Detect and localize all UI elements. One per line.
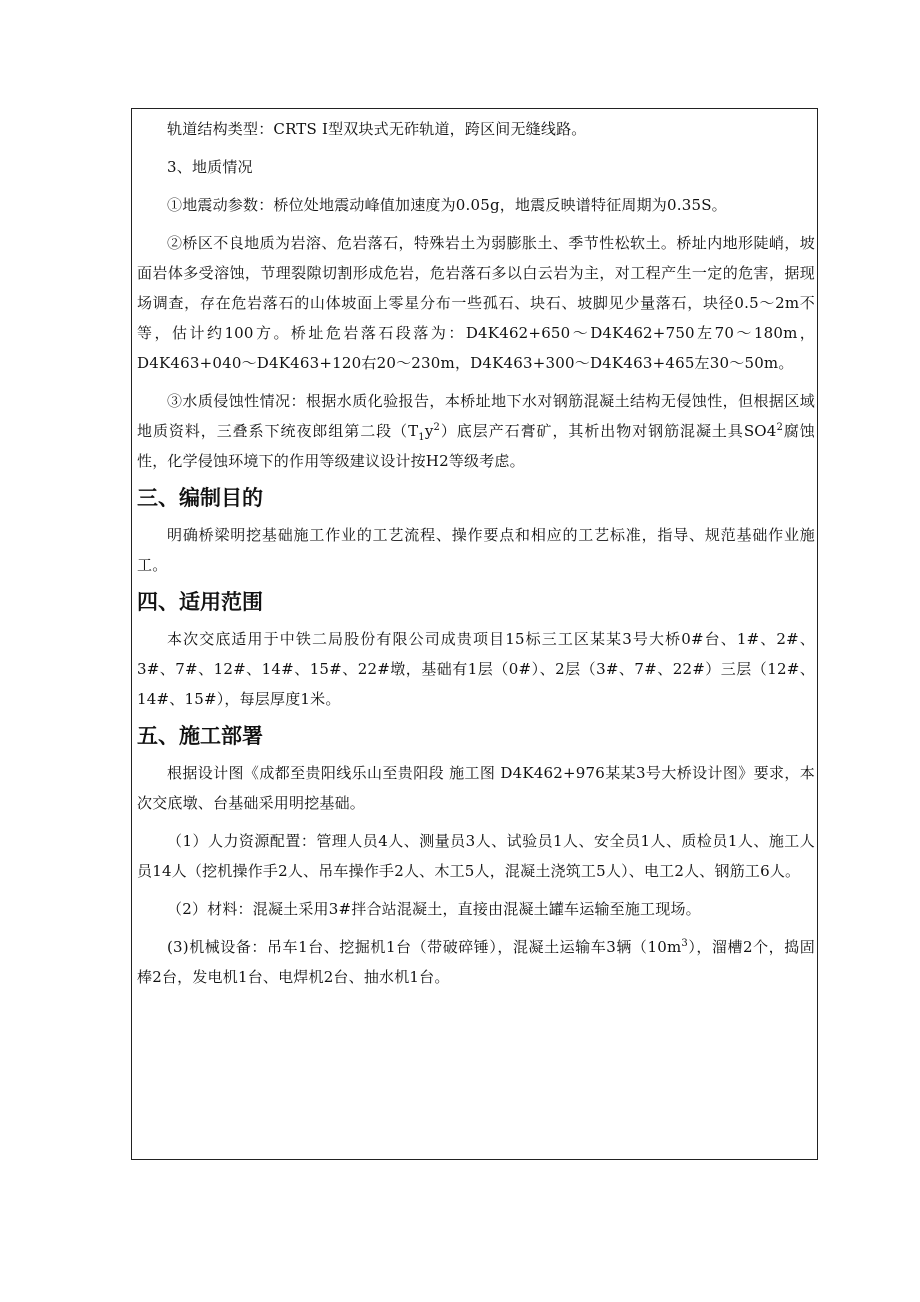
seismic-paragraph: ①地震动参数：桥位处地震动峰值加速度为0.05g，地震反映谱特征周期为0.35S。	[167, 196, 727, 214]
document-body	[137, 114, 815, 992]
hr-paragraph: （1）人力资源配置：管理人员4人、测量员3人、试验员1人、安全员1人、质检员1人、施工人员14人（挖机操作手2人、吊车操作手2人、木工5人，混凝土浇筑工5人）、电工2人、钢筋工6人。	[137, 832, 815, 880]
section-5-heading: 五、施工部署	[137, 724, 263, 748]
section-4-heading: 四、适用范围	[137, 590, 263, 614]
section-3-heading: 三、编制目的	[137, 486, 263, 510]
section-5-intro: 根据设计图《成都至贵阳线乐山至贵阳段 施工图 D4K462+976某某3号大桥设计图》要求，本次交底墩、台基础采用明挖基础。	[137, 764, 815, 812]
material-paragraph: （2）材料：混凝土采用3#拌合站混凝土，直接由混凝土罐车运输至施工现场。	[167, 900, 701, 918]
equipment-paragraph: (3)机械设备：吊车1台、挖掘机1台（带破碎锤），混凝土运输车3辆$(10m^3)$，溜槽2个，捣固棒2台，发电机1台、电焊机2台、抽水机1台。	[137, 938, 815, 986]
section-3-body: 明确桥梁明挖基础施工作业的工艺流程、操作要点和相应的工艺标准，指导、规范基础作业施工。	[137, 526, 815, 574]
section-4-body: 本次交底适用于中铁二局股份有限公司成贵项目15标三工区某某3号大桥0#台、1#、2#、3#、7#、12#、14#、15#、22#墩，基础有1层（0#）、2层（3#、7#、22#）三层（12#、14#、15#），每层厚度1米。	[137, 630, 815, 708]
bad-geology-paragraph: ②桥区不良地质为岩溶、危岩落石，特殊岩土为弱膨胀土、季节性松软土。桥址内地形陡峭，坡面岩体多受溶蚀，节理裂隙切割形成危岩，危岩落石多以白云岩为主，对工程产生一定的危害，据现场调查，存在危岩落石的山体坡面上零星分布一些孤石、块石、坡脚见少量落石，块径0.5～2m不等，估计约100方。桥址危岩落石段落为：D4K462+650～D4K462+750左70～180m，D4K463+040～D4K463+120右20～230m，D4K463+300～D4K463+465左30～50m。	[137, 234, 815, 372]
track-type-paragraph: 轨道结构类型：CRTS Ⅰ型双块式无砟轨道，跨区间无缝线路。	[167, 120, 587, 138]
water-corrosion-paragraph: ③水质侵蚀性情况：根据水质化验报告，本桥址地下水对钢筋混凝土结构无侵蚀性，但根据区域地质资料，三叠系下统夜郎组第二段$(T_1y^2)$底层产石膏矿，其析出物对钢筋混凝土具$SO4^2$腐蚀性，化学侵蚀环境下的作用等级建议设计按H2等级考虑。	[137, 392, 816, 470]
geology-subtitle: 3、地质情况	[167, 158, 253, 176]
